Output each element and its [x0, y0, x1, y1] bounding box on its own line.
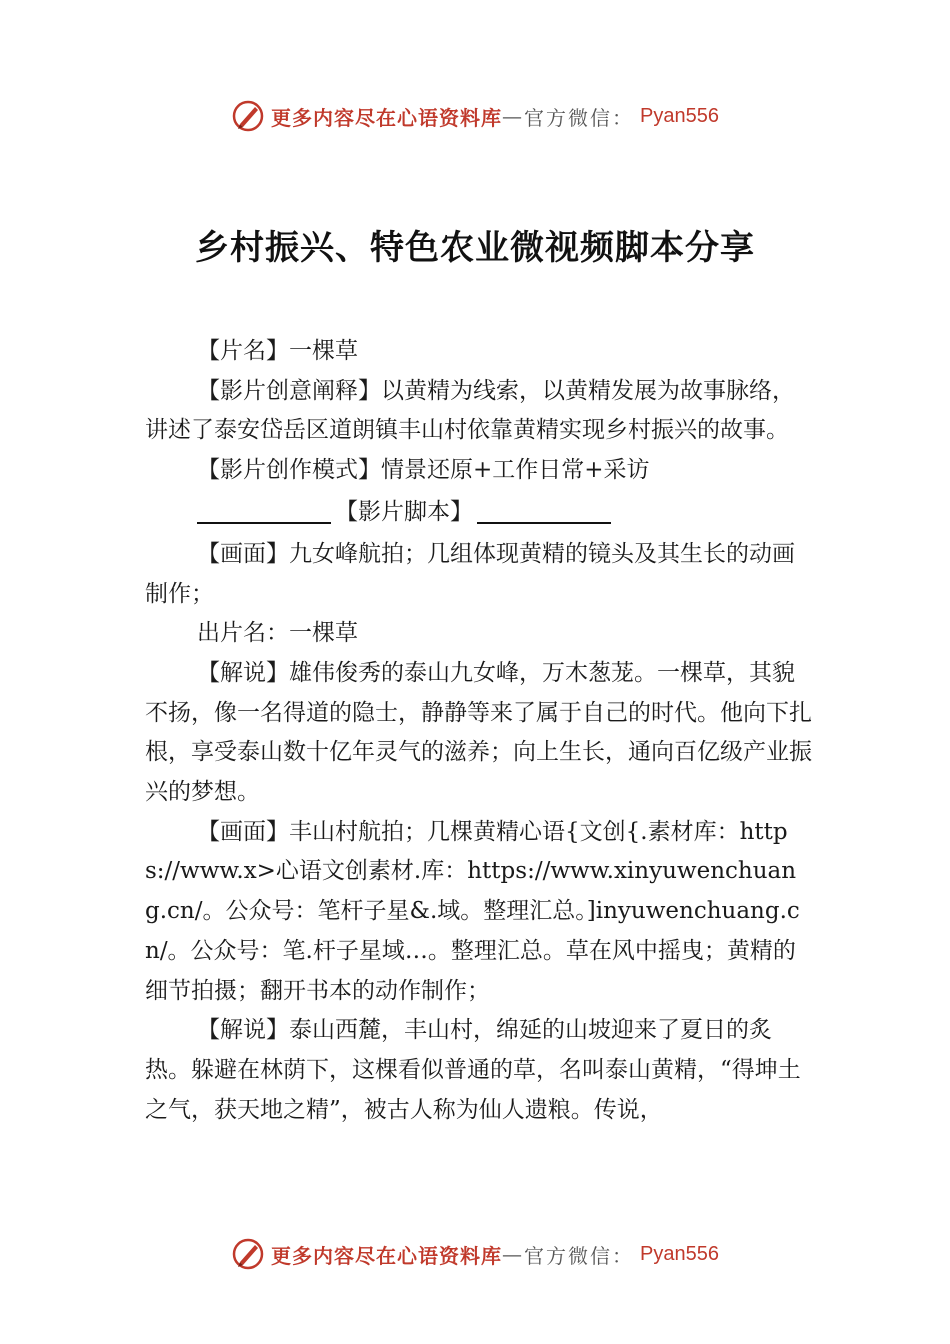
- banner-dash: —: [502, 104, 525, 128]
- paragraph-title-card: 出片名：一棵草: [197, 620, 358, 647]
- pen-logo-icon: [231, 99, 265, 133]
- banner-wechat-label: 官方微信：: [524, 105, 635, 130]
- banner-dash: —: [502, 1242, 525, 1266]
- document-body: [145, 332, 817, 1130]
- footer-watermark-banner: [0, 1234, 950, 1274]
- document-title: 乡村振兴、特色农业微视频脚本分享: [195, 228, 755, 268]
- separator-label: 【影片脚本】: [335, 498, 473, 525]
- banner-wechat-label: 官方微信：: [524, 1243, 635, 1268]
- separator-line-left: [197, 502, 331, 524]
- paragraph-creation-mode: 【影片创作模式】情景还原+工作日常+采访: [197, 457, 650, 484]
- banner-wechat-id: Pyan556: [640, 104, 719, 127]
- pen-logo-icon: [231, 1237, 265, 1271]
- paragraph-scene-2: 【画面】丰山村航拍；几棵黄精心语{文创{.素材库：https://www.x>心语文创素材.库：https://www.xinyuwenchuang.cn/。公众号：笔杆子星&.域。整理汇总。]inyuwenchuang.cn/。公众号：笔.杆子星域…。整理汇总。草在风中摇曳；黄精的细节拍摄；翻开书本的动作制作；: [145, 818, 800, 1004]
- paragraph-scene-1: 【画面】九女峰航拍；几组体现黄精的镜头及其生长的动画制作；: [145, 540, 795, 607]
- banner-brand-text: 更多内容尽在心语资料库: [271, 1243, 503, 1268]
- paragraph-creative-explanation: 【影片创意阐释】以黄精为线索，以黄精发展为故事脉络，讲述了泰安岱岳区道朗镇丰山村依靠黄精实现乡村振兴的故事。: [145, 377, 795, 444]
- paragraph-film-name: 【片名】一棵草: [197, 338, 358, 364]
- header-watermark-banner: [0, 96, 950, 136]
- paragraph-narration-1: 【解说】雄伟俊秀的泰山九女峰，万木葱茏。一棵草，其貌不扬，像一名得道的隐士，静静等来了属于自己的时代。他向下扎根，享受泰山数十亿年灵气的滋养；向上生长，通向百亿级产业振兴的梦想。: [145, 659, 812, 806]
- banner-wechat-id: Pyan556: [640, 1242, 719, 1265]
- banner-brand-text: 更多内容尽在心语资料库: [271, 105, 503, 130]
- paragraph-narration-2: 【解说】泰山西麓，丰山村，绵延的山坡迎来了夏日的炙热。躲避在林荫下，这棵看似普通的草，名叫泰山黄精，“得坤土之气，获天地之精”，被古人称为仙人遗粮。传说，: [145, 1017, 801, 1123]
- separator-line-right: [477, 502, 611, 524]
- script-separator: [197, 491, 817, 535]
